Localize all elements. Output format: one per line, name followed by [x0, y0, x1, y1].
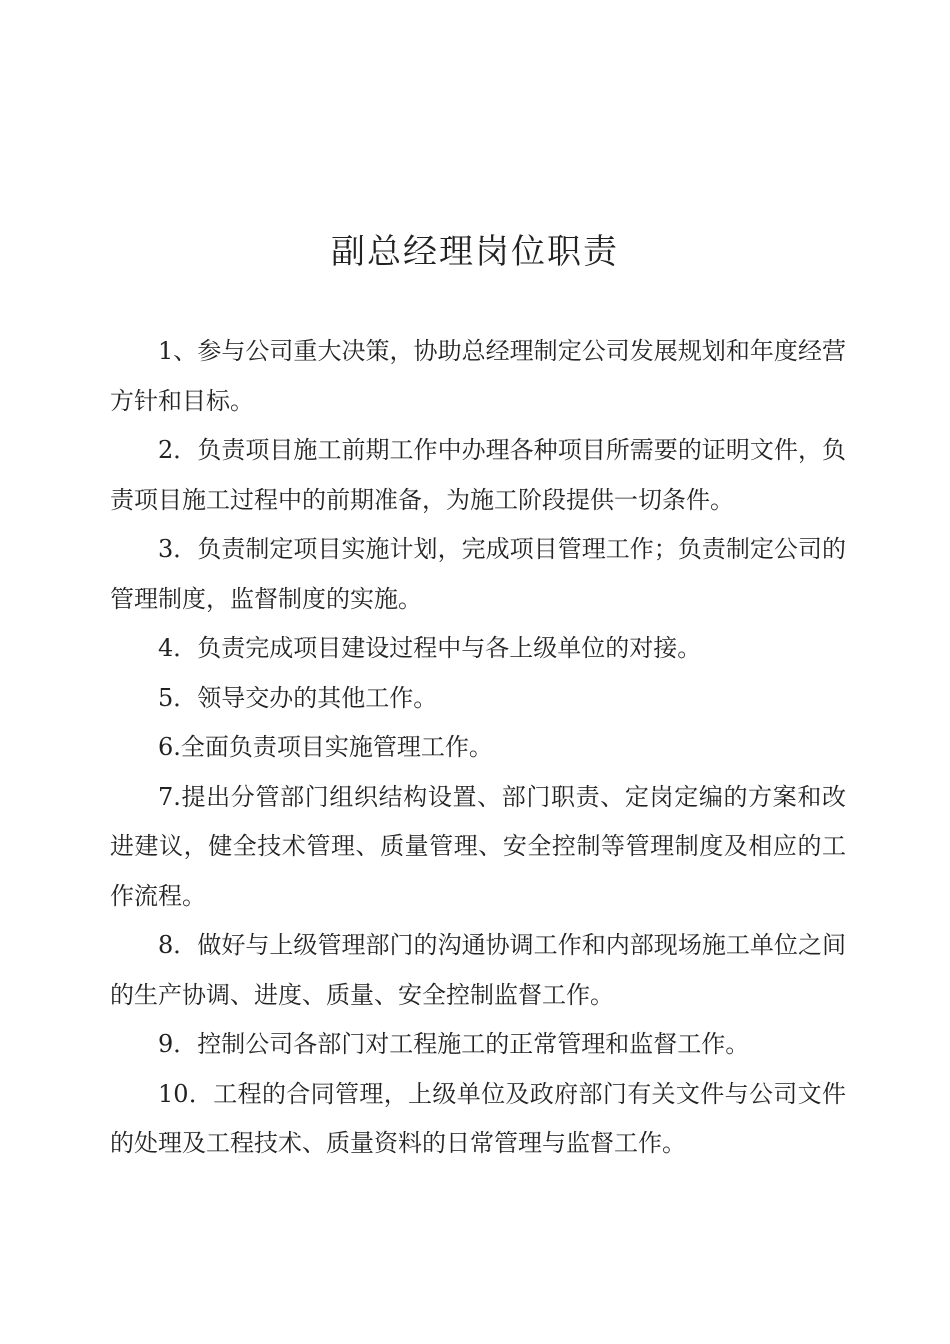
duty-item-3: 3．负责制定项目实施计划，完成项目管理工作；负责制定公司的管理制度，监督制度的实施。 [110, 535, 846, 613]
document-title: 副总经理岗位职责 [331, 232, 619, 272]
duty-item-10: 10．工程的合同管理，上级单位及政府部门有关文件与公司文件的处理及工程技术、质量资料的日常管理与监督工作。 [110, 1079, 846, 1157]
duty-item-9: 9．控制公司各部门对工程施工的正常管理和监督工作。 [158, 1030, 750, 1058]
duty-item-6: 6.全面负责项目实施管理工作。 [158, 733, 493, 761]
duty-item-4: 4．负责完成项目建设过程中与各上级单位的对接。 [158, 634, 702, 662]
duty-list [110, 327, 846, 1169]
duty-item-5: 5．领导交办的其他工作。 [158, 683, 438, 712]
duty-item-8: 8．做好与上级管理部门的沟通协调工作和内部现场施工单位之间的生产协调、进度、质量、安全控制监督工作。 [110, 931, 846, 1009]
duty-item-2: 2．负责项目施工前期工作中办理各种项目所需要的证明文件，负责项目施工过程中的前期准备，为施工阶段提供一切条件。 [110, 436, 846, 514]
duty-item-1: 1、参与公司重大决策，协助总经理制定公司发展规划和年度经营方针和目标。 [110, 337, 846, 415]
duty-item-7: 7.提出分管部门组织结构设置、部门职责、定岗定编的方案和改进建议，健全技术管理、质量管理、安全控制等管理制度及相应的工作流程。 [110, 782, 846, 910]
